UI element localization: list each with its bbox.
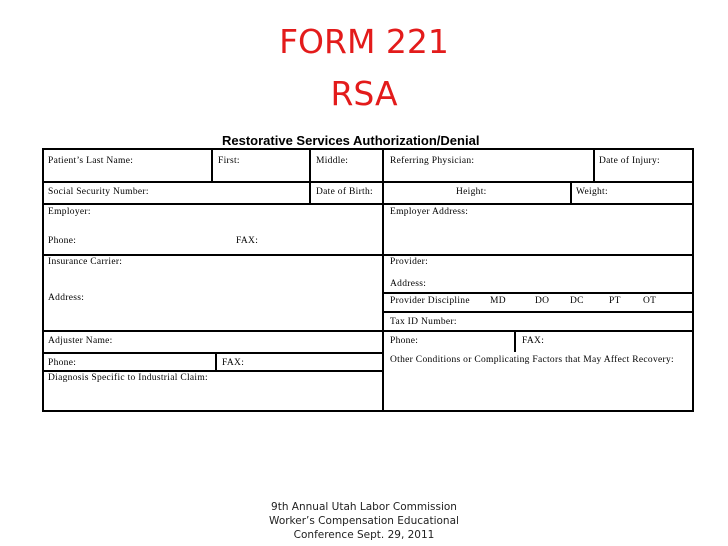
weight-label: Weight: [576,187,608,197]
form-title: FORM 221 [279,22,449,61]
col-divider [215,352,217,370]
insurance-address-label: Address: [48,293,85,303]
col-divider [514,330,516,352]
col-divider [593,150,595,181]
row-divider [384,311,692,313]
referring-physician-label: Referring Physician: [390,156,475,166]
footer-line: 9th Annual Utah Labor Commission [271,501,457,513]
diagnosis-label: Diagnosis Specific to Industrial Claim: [48,373,208,383]
employer-address-label: Employer Address: [390,207,469,217]
provider-phone-label: Phone: [390,336,419,346]
authorization-form [42,148,694,412]
provider-discipline-label: Provider Discipline [390,296,470,306]
form-heading: Restorative Services Authorization/Denial [222,133,480,148]
footer-line: Conference Sept. 29, 2011 [293,529,435,541]
row-divider [44,330,692,332]
date-of-injury-label: Date of Injury: [599,156,660,166]
row-divider [44,181,692,183]
patient-last-name-label: Patient’s Last Name: [48,156,134,166]
employer-label: Employer: [48,207,91,217]
row-divider [44,254,692,256]
ssn-label: Social Security Number: [48,187,149,197]
col-divider [570,181,572,203]
footer-line: Worker’s Compensation Educational [269,515,459,527]
employer-phone-label: Phone: [48,236,77,246]
adjuster-fax-label: FAX: [222,358,245,368]
row-divider [44,352,384,354]
middle-name-label: Middle: [316,156,349,166]
discipline-md: MD [490,296,506,306]
row-divider [384,292,692,294]
dob-label: Date of Birth: [316,187,373,197]
form-subtitle-rsa: RSA [330,74,398,113]
discipline-dc: DC [570,296,584,306]
footer-note [0,500,728,542]
discipline-pt: PT [609,296,621,306]
employer-fax-label: FAX: [236,236,259,246]
first-name-label: First: [218,156,240,166]
col-divider [382,150,384,410]
col-divider [211,150,213,181]
row-divider [44,370,384,372]
row-divider [44,203,692,205]
provider-address-label: Address: [390,279,427,289]
discipline-do: DO [535,296,550,306]
tax-id-label: Tax ID Number: [390,317,457,327]
adjuster-phone-label: Phone: [48,358,77,368]
other-conditions-label: Other Conditions or Complicating Factors that May Affect Recovery: [390,355,674,365]
discipline-ot: OT [643,296,657,306]
insurance-carrier-label: Insurance Carrier: [48,257,123,267]
col-divider [309,150,311,203]
provider-fax-label: FAX: [522,336,545,346]
height-label: Height: [456,187,487,197]
adjuster-name-label: Adjuster Name: [48,336,113,346]
provider-label: Provider: [390,257,429,267]
